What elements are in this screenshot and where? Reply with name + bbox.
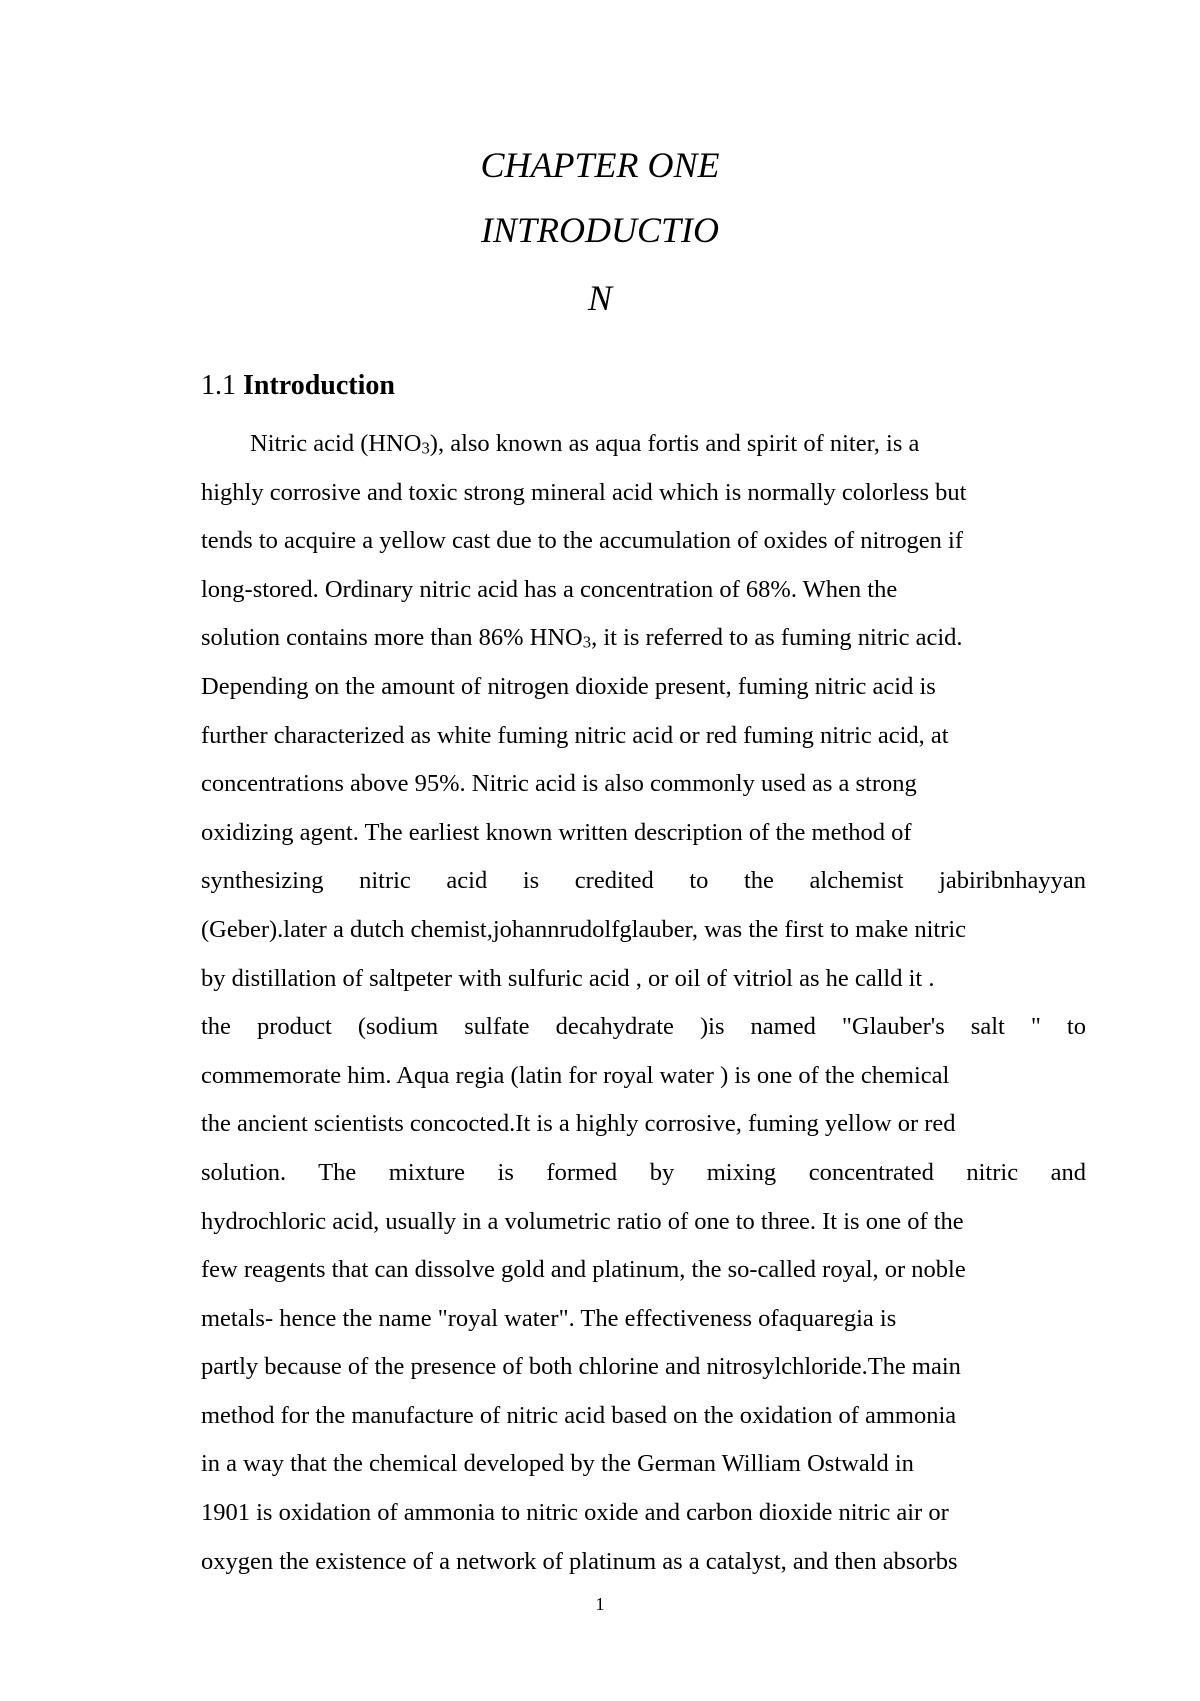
page-number: 1	[595, 1594, 605, 1614]
chapter-subtitle-continuation: N	[587, 278, 612, 318]
paragraph-line: oxidizing agent. The earliest known written description of the method of	[201, 818, 912, 846]
section-heading	[201, 370, 395, 402]
paragraph-line: few reagents that can dissolve gold and platinum, the so-called royal, or noble	[201, 1256, 966, 1284]
chapter-subtitle: INTRODUCTIO	[480, 210, 720, 250]
paragraph-line: partly because of the presence of both chlorine and nitrosylchloride.The main	[201, 1353, 961, 1381]
paragraph-line: oxygen the existence of a network of platinum as a catalyst, and then absorbs	[201, 1547, 958, 1575]
paragraph-line: further characterized as white fuming nitric acid or red fuming nitric acid, at	[201, 721, 949, 749]
paragraph-line: metals- hence the name "royal water". The effectiveness ofaquaregia is	[201, 1304, 897, 1332]
text-run: Nitric acid (HNO	[250, 430, 422, 457]
section-number: 1.1	[201, 370, 236, 401]
paragraph-line: in a way that the chemical developed by the German William Ostwald in	[201, 1450, 914, 1478]
paragraph-line: the ancient scientists concocted.It is a highly corrosive, fuming yellow or red	[201, 1110, 956, 1138]
paragraph-line: tends to acquire a yellow cast due to the accumulation of oxides of nitrogen if	[201, 527, 963, 555]
paragraph-line: commemorate him. Aqua regia (latin for royal water ) is one of the chemical	[201, 1061, 950, 1089]
paragraph-line: the product (sodium sulfate decahydrate )is named "Glauber's salt " to	[201, 1013, 1086, 1041]
paragraph-line: long-stored. Ordinary nitric acid has a concentration of 68%. When the	[201, 575, 898, 603]
paragraph-line: by distillation of saltpeter with sulfuric acid , or oil of vitriol as he calld it .	[201, 964, 935, 992]
text-run: solution contains more than 86% HNO	[201, 624, 583, 652]
subscript: 3	[582, 632, 592, 652]
section-title: Introduction	[243, 370, 395, 401]
paragraph-line: method for the manufacture of nitric acid based on the oxidation of ammonia	[201, 1401, 957, 1429]
paragraph-line	[201, 614, 1086, 663]
paragraph-line: solution. The mixture is formed by mixing concentrated nitric and	[201, 1158, 1086, 1186]
paragraph-line: highly corrosive and toxic strong mineral acid which is normally colorless but	[201, 478, 967, 506]
paragraph-line: synthesizing nitric acid is credited to the alchemist jabiribnhayyan	[201, 867, 1086, 895]
subscript: 3	[421, 438, 430, 458]
text-run: , it is referred to as fuming nitric acid.	[591, 624, 963, 652]
paragraph-line: (Geber).later a dutch chemist,johannrudolfglauber, was the first to make nitric	[201, 915, 967, 943]
text-run: ), also known as aqua fortis and spirit of niter, is a	[429, 430, 920, 457]
paragraph-line	[201, 420, 1086, 469]
paragraph-line: 1901 is oxidation of ammonia to nitric oxide and carbon dioxide nitric air or	[201, 1499, 949, 1527]
paragraph-line: concentrations above 95%. Nitric acid is also commonly used as a strong	[201, 770, 917, 798]
chapter-title: CHAPTER ONE	[480, 145, 720, 185]
body-paragraph	[201, 420, 1086, 1586]
paragraph-line: hydrochloric acid, usually in a volumetric ratio of one to three. It is one of the	[201, 1207, 964, 1235]
paragraph-line: Depending on the amount of nitrogen dioxide present, fuming nitric acid is	[201, 672, 936, 700]
